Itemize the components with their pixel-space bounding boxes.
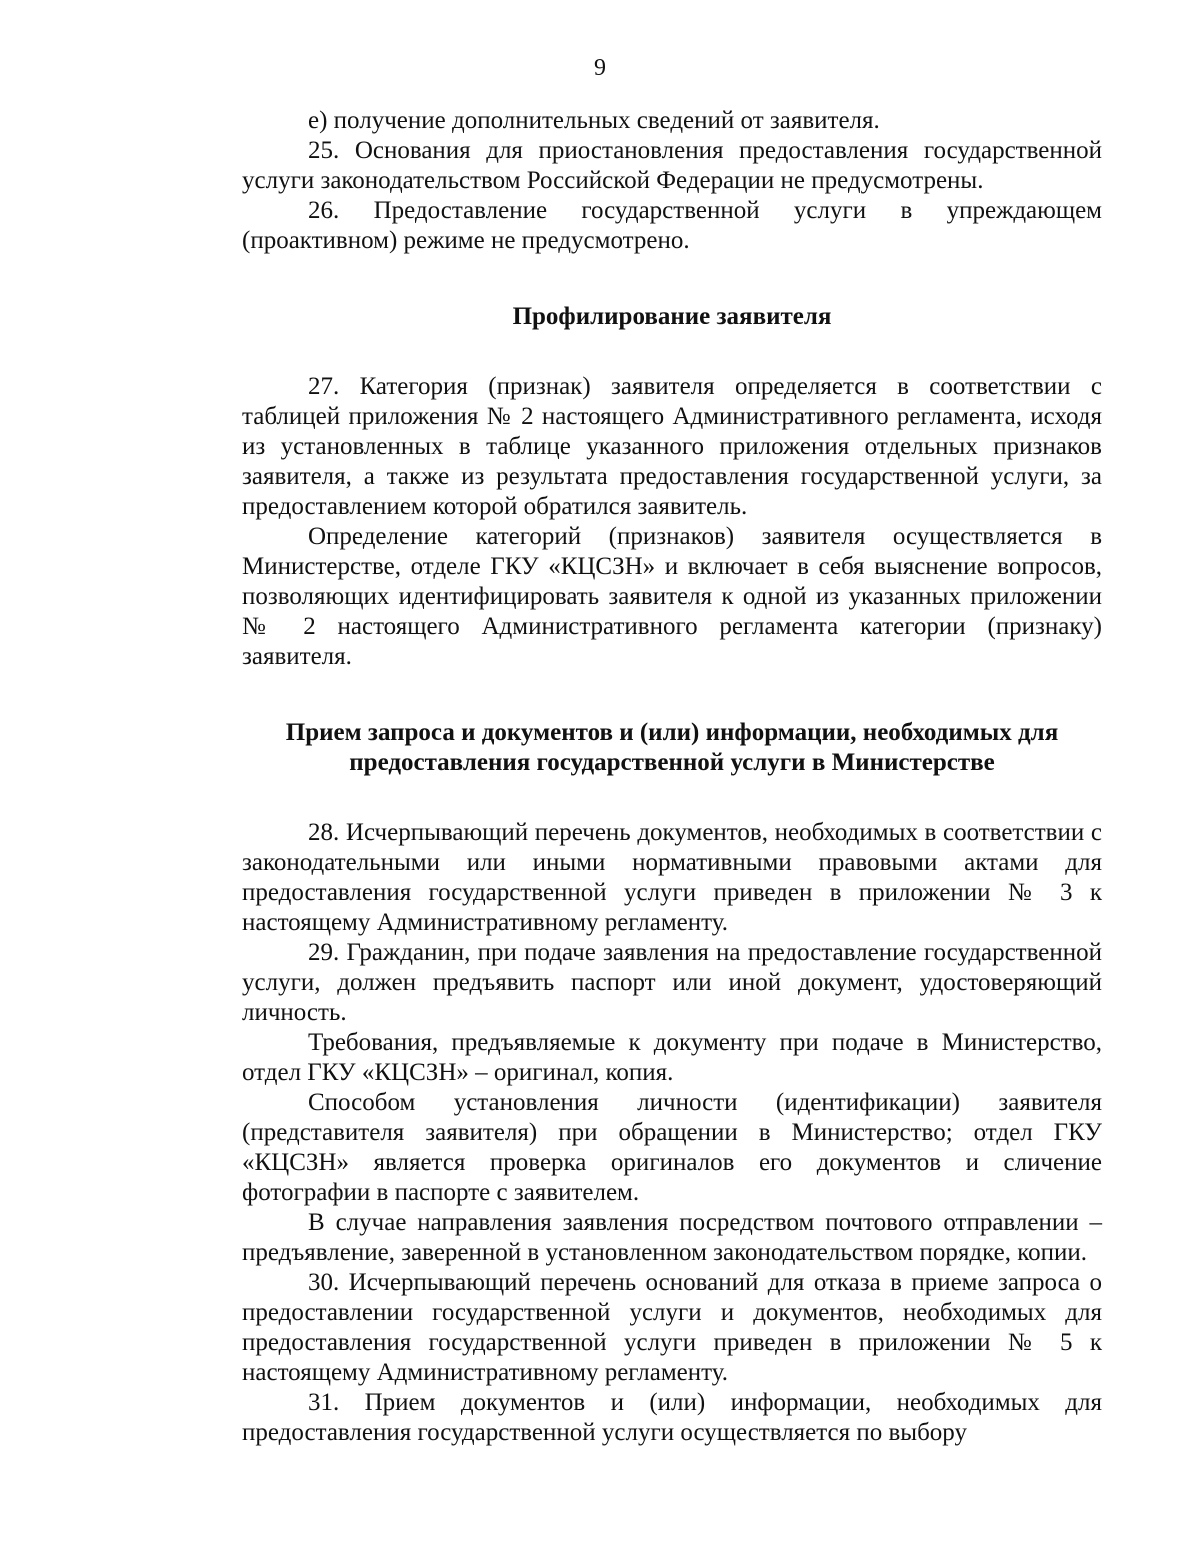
paragraph-31: 31. Прием документов и (или) информации, необходимых для предоставления государственной услуги осуществляется по выбору (242, 1389, 1102, 1446)
paragraph-postal-submission: В случае направления заявления посредством почтового отправлении – предъявление, заверенной в установленном законодательством порядке, копии. (242, 1209, 1102, 1266)
paragraph-e: е) получение дополнительных сведений от заявителя. (308, 107, 880, 134)
paragraph-28: 28. Исчерпывающий перечень документов, необходимых в соответствии с законодательными или иными нормативными правовыми актами для предоставления государственной услуги приведен в приложении № 3 к настоящему Административному регламенту. (242, 819, 1102, 936)
paragraph-30: 30. Исчерпывающий перечень оснований для отказа в приеме запроса о предоставлении государственной услуги и документов, необходимых для предоставления государственной услуги приведен в приложении № 5 к настоящему Административному регламенту. (242, 1269, 1102, 1386)
page-number: 9 (594, 55, 606, 81)
paragraph-25: 25. Основания для приостановления предоставления государственной услуги законодательством Российской Федерации не предусмотрены. (242, 137, 1102, 194)
section-heading-request-intake (242, 718, 1102, 778)
section-heading-profiling: Профилирование заявителя (512, 303, 832, 330)
paragraph-document-requirements: Требования, предъявляемые к документу при подаче в Министерство, отдел ГКУ «КЦСЗН» – оригинал, копия. (242, 1029, 1102, 1086)
paragraph-category-definition: Определение категорий (признаков) заявителя осуществляется в Министерстве, отделе ГКУ «КЦСЗН» и включает в себя выяснение вопросов, позволяющих идентифицировать заявителя к одной из указанных приложении № 2 настоящего Административного регламента категории (признаку) заявителя. (242, 523, 1102, 670)
document-body (242, 106, 1102, 1448)
section-heading-line-1: Прием запроса и документов и (или) информации, необходимых для (285, 719, 1059, 746)
section-heading-line-2: предоставления государственной услуги в Министерстве (349, 749, 995, 776)
paragraph-27: 27. Категория (признак) заявителя определяется в соответствии с таблицей приложения № 2 настоящего Административного регламента, исходя из установленных в таблице указанного приложения отдельных признаков заявителя, а также из результата предоставления государственной услуги, за предоставлением которой обратился заявитель. (242, 373, 1102, 520)
paragraph-identification-method: Способом установления личности (идентификации) заявителя (представителя заявителя) при обращении в Министерство; отдел ГКУ «КЦСЗН» является проверка оригиналов его документов и сличение фотографии в паспорте с заявителем. (242, 1089, 1102, 1206)
paragraph-26: 26. Предоставление государственной услуги в упреждающем (проактивном) режиме не предусмотрено. (242, 197, 1102, 254)
paragraph-29: 29. Гражданин, при подаче заявления на предоставление государственной услуги, должен предъявить паспорт или иной документ, удостоверяющий личность. (242, 939, 1102, 1026)
